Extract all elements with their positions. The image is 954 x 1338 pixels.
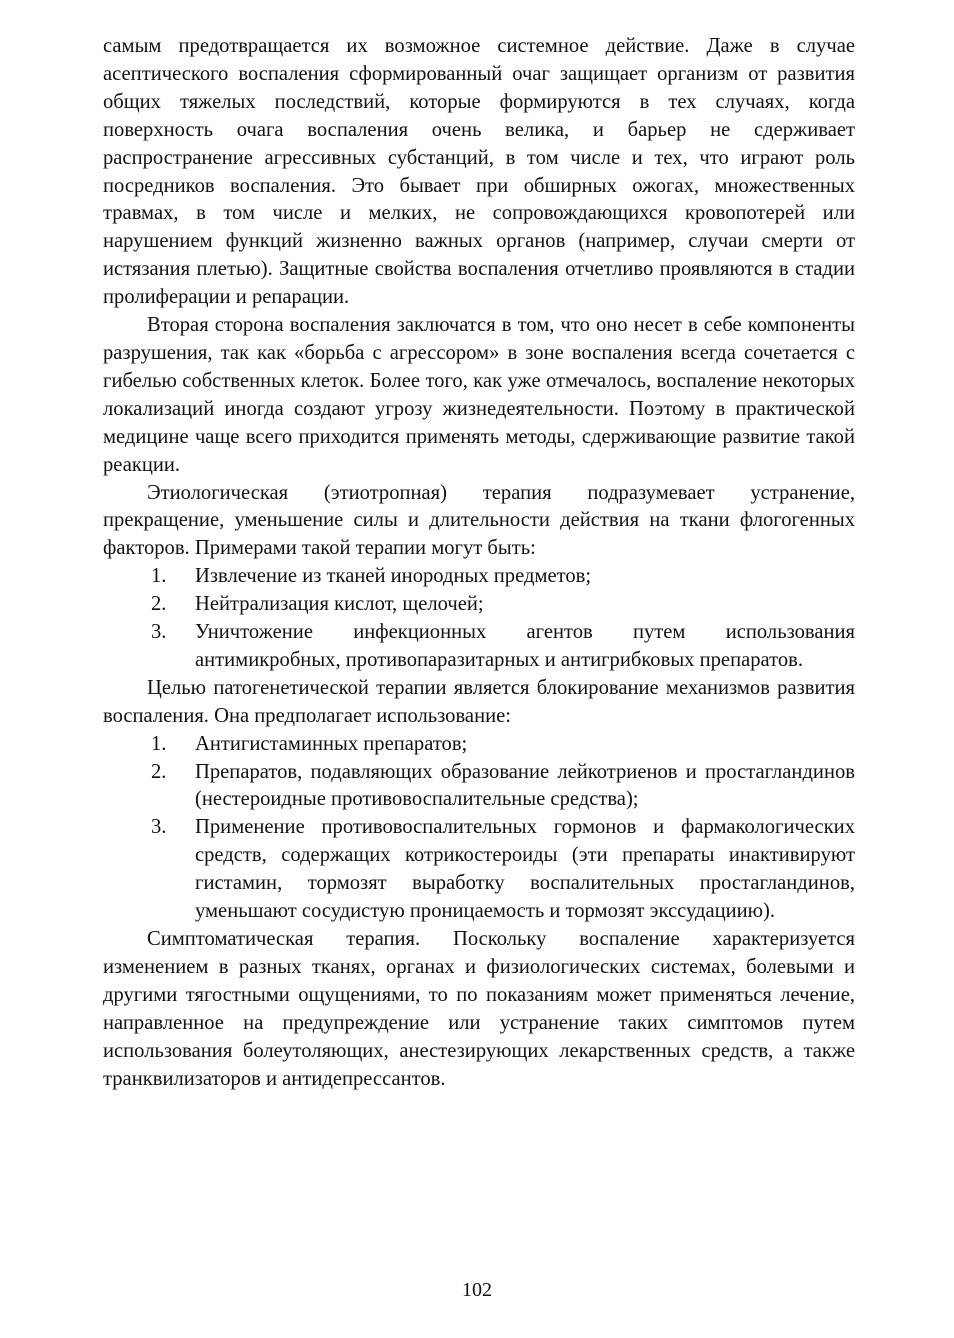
list-item-text: Применение противовоспалительных гормонов и фармакологических средств, содержащих котрикостероиды (эти препараты инактивируют гистамин, тормозят выработку воспалительных простагландинов, уменьшают сосудистую проницаемость и тормозят экссудациию). [195,816,855,923]
pathogenetic-therapy-list [103,731,855,926]
list-item-number: 3. [151,816,167,839]
etiological-therapy-list [103,563,855,675]
paragraph-inflammation-destruction: Вторая сторона воспаления заключатся в том, что оно несет в себе компоненты разрушения, так как «борьба с агрессором» в зоне воспаления всегда сочетается с гибелью собственных клеток. Более того, как уже отмечалось, воспаление некоторых локализаций иногда создают угрозу жизнедеятельности. Поэтому в практической медицине чаще всего приходится применять методы, сдерживающие развитие такой реакции. [103,314,855,476]
paragraph-pathogenetic-therapy: Целью патогенетической терапии является блокирование механизмов развития воспаления. Она предполагает использование: [103,676,855,727]
paragraph-etiological-therapy: Этиологическая (этиотропная) терапия подразумевает устранение, прекращение, уменьшение силы и длительности действия на ткани флогогенных факторов. Примерами такой терапии могут быть: [103,481,855,560]
paragraph-continuation: самым предотвращается их возможное системное действие. Даже в случае асептического воспаления сформированный очаг защищает организм от развития общих тяжелых последствий, которые формируются в тех случаях, когда поверхность очага воспаления очень велика, и барьер не сдерживает распространение агрессивных субстанций, в том числе и тех, что играют роль посредников воспаления. Это бывает при обширных ожогах, множественных травмах, в том числе и мелких, не сопровождающихся кровопотерей или нарушением функций жизненно важных органов (например, случаи смерти от истязания плетью). Защитные свойства воспаления отчетливо проявляются в стадии пролиферации и репарации. [103,35,855,309]
page-number: 102 [462,1279,492,1301]
list-item-number: 1. [151,565,167,588]
list-item [103,759,855,815]
list-item-number: 1. [151,732,167,755]
list-item [103,591,855,619]
list-item-text: Извлечение из тканей инородных предметов; [195,565,592,588]
list-item-number: 2. [151,593,167,616]
list-item [103,731,855,759]
list-item-text: Антигистаминных препаратов; [195,732,468,755]
paragraph-symptomatic-therapy: Симптоматическая терапия. Поскольку воспаление характеризуется изменением в разных тканях, органах и физиологических системах, болевыми и другими тягостными ощущениями, то по показаниям может применяться лечение, направленное на предупреждение или устранение таких симптомов путем использования болеутоляющих, анестезирующих лекарственных средств, а также транквилизаторов и антидепрессантов. [103,928,855,1090]
list-item [103,814,855,926]
list-item [103,563,855,591]
page-body [103,33,855,1093]
list-item-text: Уничтожение инфекционных агентов путем использования антимикробных, противопаразитарных и антигрибковых препаратов. [195,621,855,671]
list-item [103,619,855,675]
list-item-number: 2. [151,760,167,783]
list-item-text: Препаратов, подавляющих образование лейкотриенов и простагландинов (нестероидные противовоспалительные средства); [195,760,855,811]
list-item-number: 3. [151,621,167,644]
list-item-text: Нейтрализация кислот, щелочей; [195,593,484,616]
